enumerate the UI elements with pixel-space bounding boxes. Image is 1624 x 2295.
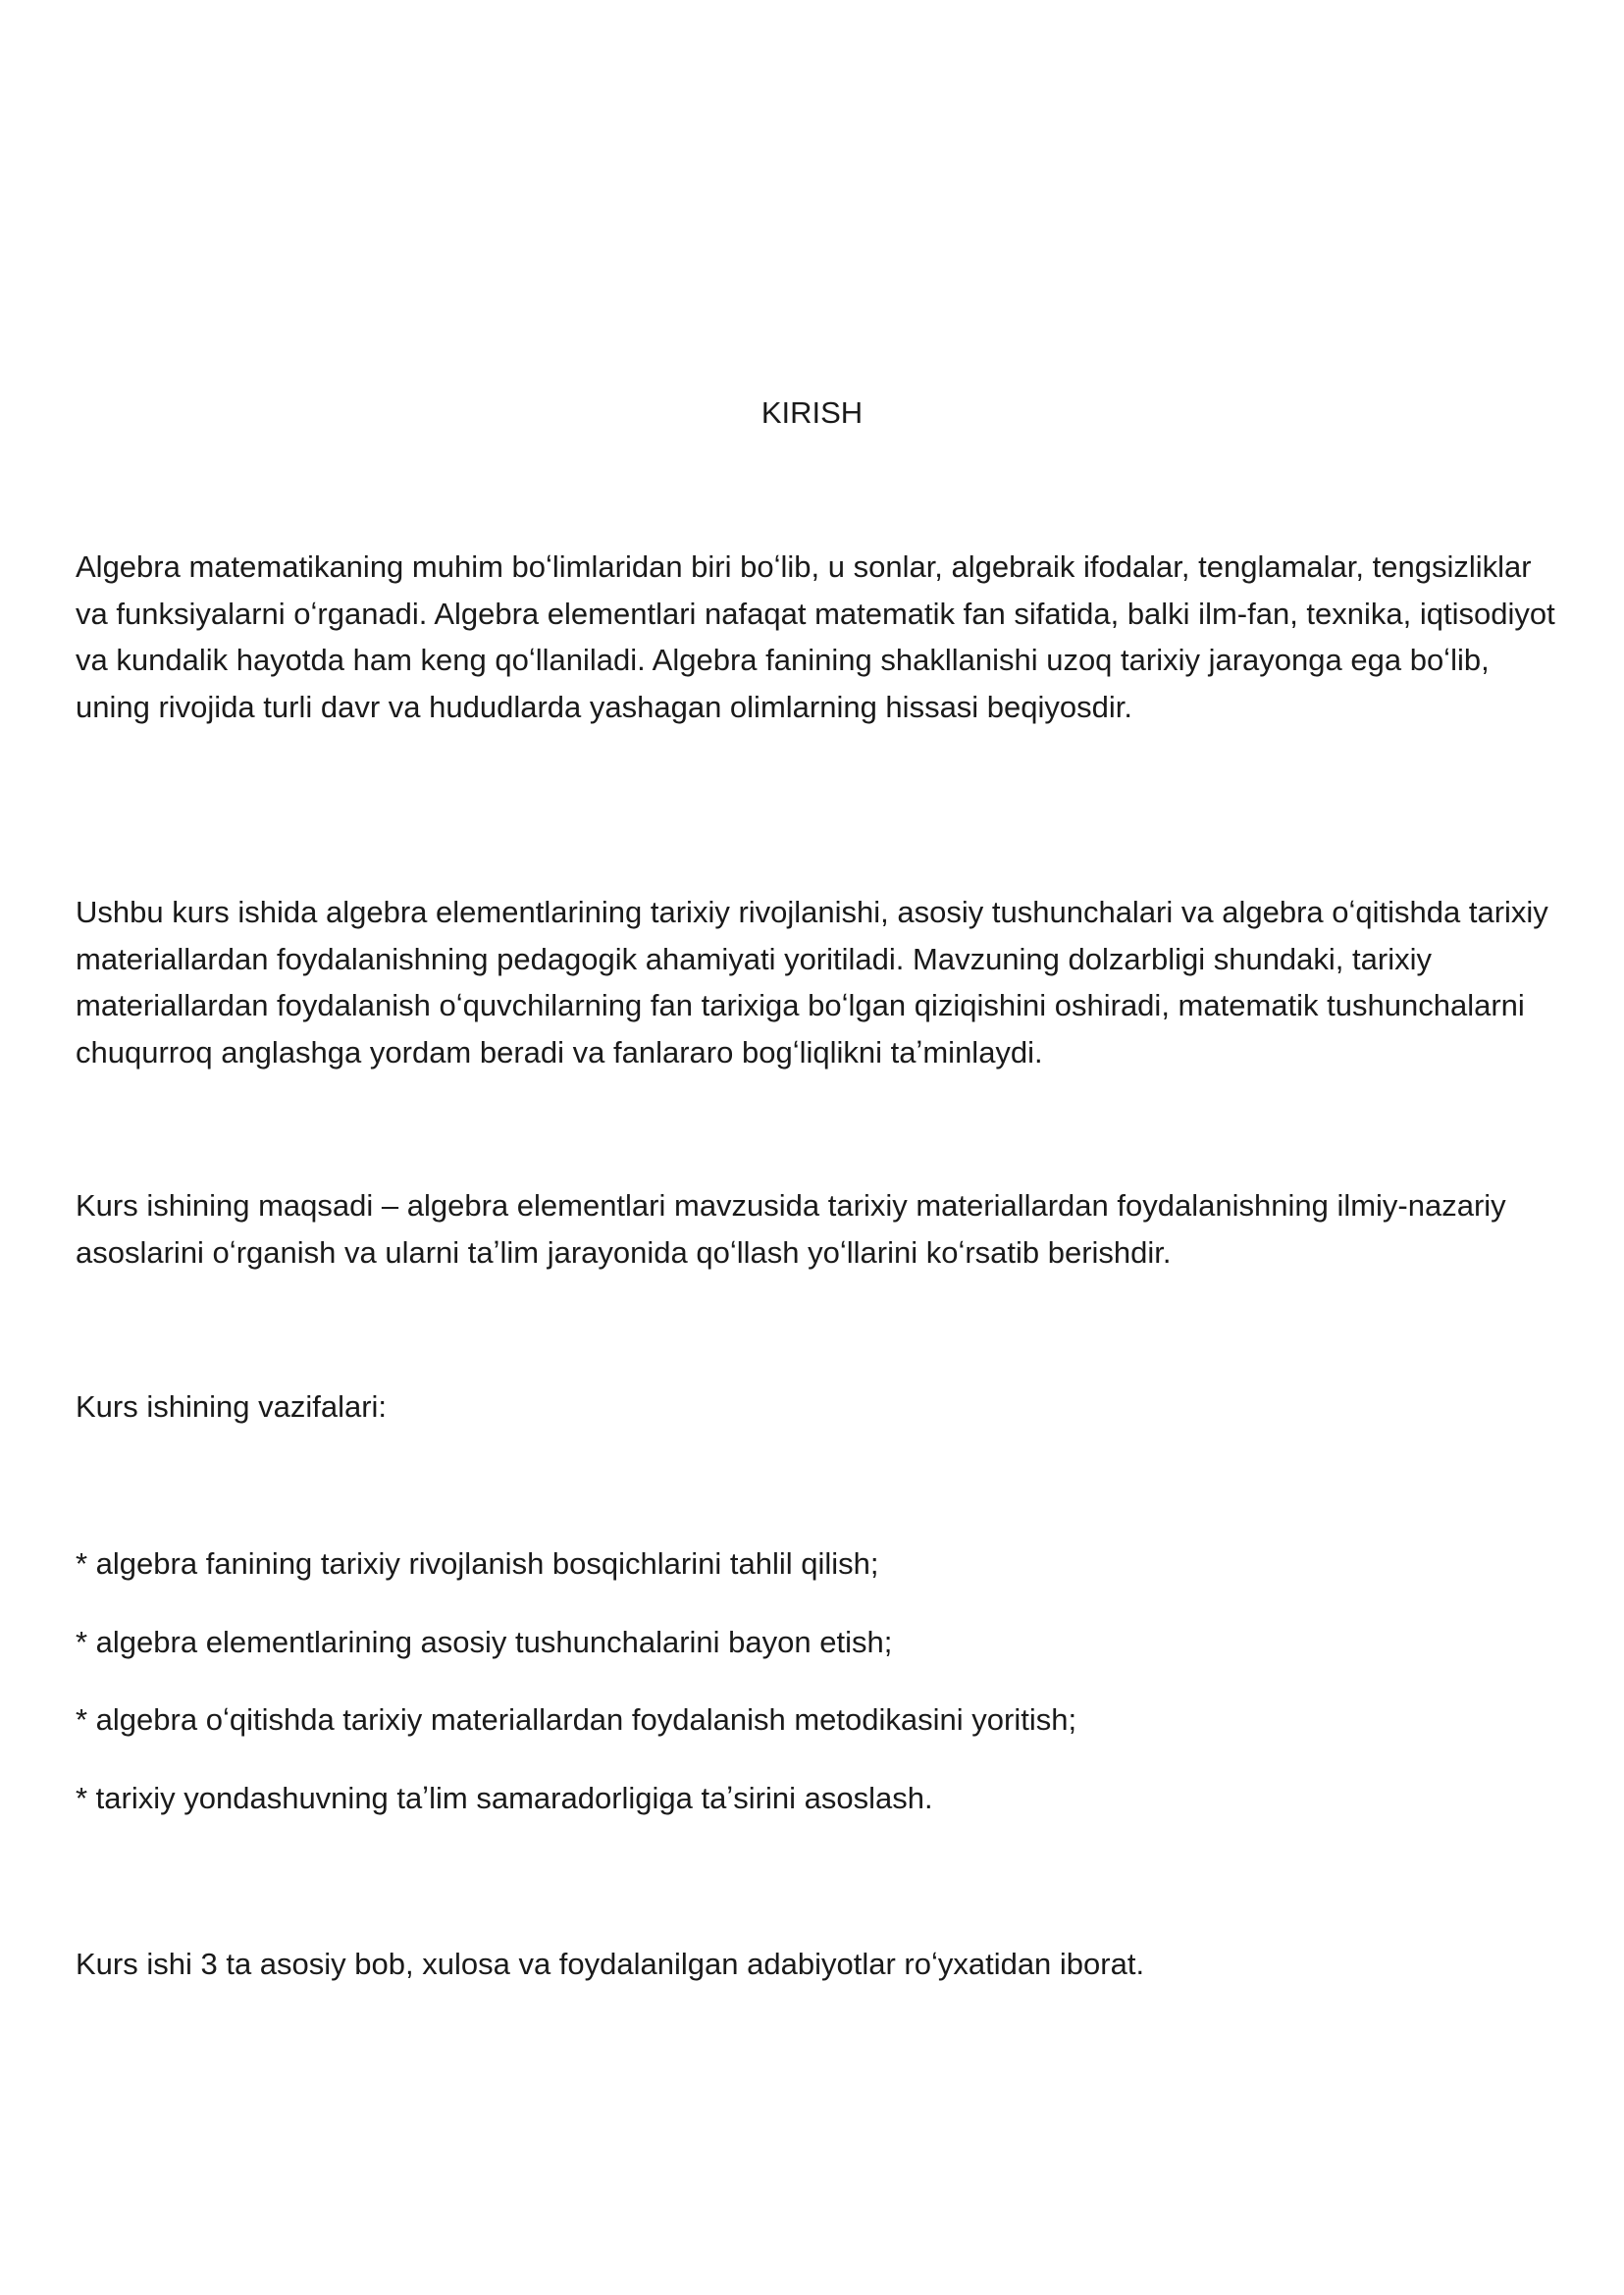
task-item: * tarixiy yondashuvning taʼlim samaradorligiga taʼsirini asoslash.: [76, 1780, 933, 1815]
page-title: KIRISH: [760, 395, 864, 430]
task-item: * algebra elementlarining asosiy tushunchalarini bayon etish;: [76, 1624, 893, 1659]
intro-paragraph: Algebra matematikaning muhim boʻlimlaridan biri boʻlib, u sonlar, algebraik ifodalar, tenglamalar, tengsizliklar va funksiyalarni oʻrganadi. Algebra elementlari nafaqat matematik fan sifatida, balki ilm-fan, texnika, iqtisodiyot va kundalik hayotda ham keng qoʻllaniladi. Algebra fanining shakllanishi uzoq tarixiy jarayonga ega boʻlib, uning rivojida turli davr va hududlarda yashagan olimlarning hissasi beqiyosdir.: [76, 549, 1555, 724]
goal-paragraph: Kurs ishining maqsadi – algebra elementlari mavzusida tarixiy materiallardan foydalanishning ilmiy-nazariy asoslarini oʻrganish va ularni taʼlim jarayonida qoʻllash yoʻllarini koʻrsatib berishdir.: [76, 1188, 1506, 1270]
structure-paragraph: Kurs ishi 3 ta asosiy bob, xulosa va foydalanilgan adabiyotlar roʻyxatidan iborat.: [76, 1947, 1145, 1981]
tasks-heading: Kurs ishining vazifalari:: [76, 1389, 388, 1424]
task-item: * algebra oʻqitishda tarixiy materiallardan foydalanish metodikasini yoritish;: [76, 1702, 1077, 1737]
relevance-paragraph: Ushbu kurs ishida algebra elementlarining tarixiy rivojlanishi, asosiy tushunchalari va algebra oʻqitishda tarixiy materiallardan foydalanishning pedagogik ahamiyati yoritiladi. Mavzuning dolzarbligi shundaki, tarixiy materiallardan foydalanish oʻquvchilarning fan tarixiga boʻlgan qiziqishini oshiradi, matematik tushunchalarni chuqurroq anglashga yordam beradi va fanlararo bogʻliqlikni taʼminlaydi.: [76, 895, 1548, 1069]
task-item: * algebra fanining tarixiy rivojlanish bosqichlarini tahlil qilish;: [76, 1546, 879, 1581]
tasks-list: [76, 1540, 1567, 1852]
